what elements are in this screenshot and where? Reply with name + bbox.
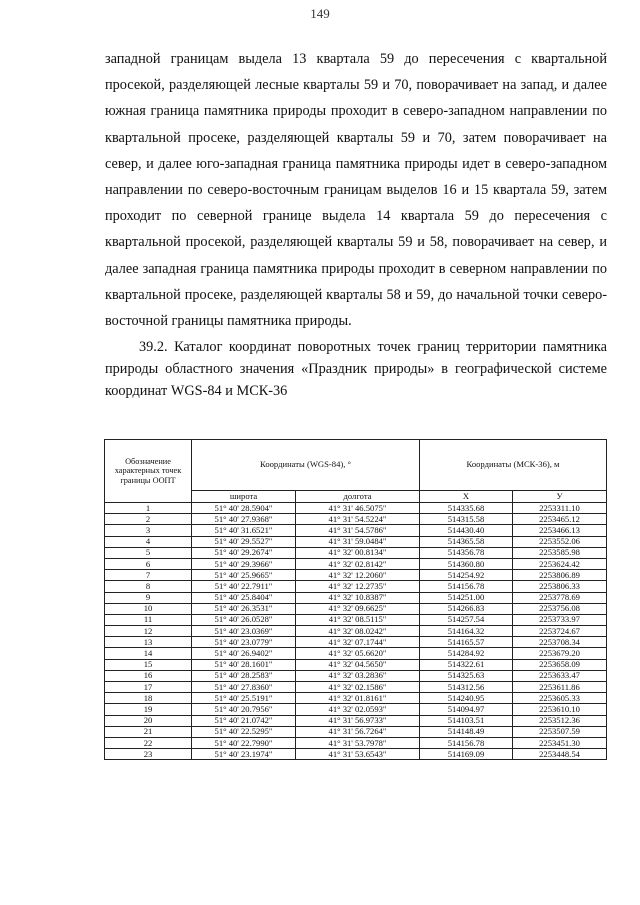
point-number-cell: 22 [105,737,192,748]
y-coordinate-cell: 2253585.98 [513,547,607,558]
latitude-cell: 51° 40' 20.7956" [192,704,296,715]
point-number-cell: 2 [105,514,192,525]
latitude-cell: 51° 40' 29.3966" [192,558,296,569]
y-coordinate-cell: 2253466.13 [513,525,607,536]
table-row [105,514,607,525]
point-number-cell: 18 [105,693,192,704]
table-row [105,659,607,670]
latitude-cell: 51° 40' 31.6521" [192,525,296,536]
coordinates-table-body [105,503,607,760]
table-row [105,614,607,625]
x-coordinate-cell: 514169.09 [420,749,513,760]
point-number-cell: 12 [105,626,192,637]
y-coordinate-cell: 2253611.86 [513,682,607,693]
y-coordinate-cell: 2253605.33 [513,693,607,704]
longitude-cell: 41° 31' 53.7978" [296,737,420,748]
point-number-cell: 3 [105,525,192,536]
latitude-cell: 51° 40' 22.7990" [192,737,296,748]
point-number-cell: 23 [105,749,192,760]
y-coordinate-cell: 2253658.09 [513,659,607,670]
table-row [105,536,607,547]
header-msk36: Координаты (МСК-36), м [420,440,607,491]
point-number-cell: 7 [105,570,192,581]
latitude-cell: 51° 40' 26.0528" [192,614,296,625]
longitude-cell: 41° 32' 07.1744" [296,637,420,648]
point-number-cell: 1 [105,503,192,514]
subheader-longitude: долгота [296,491,420,503]
longitude-cell: 41° 32' 02.1586" [296,682,420,693]
x-coordinate-cell: 514254.92 [420,570,513,581]
x-coordinate-cell: 514251.00 [420,592,513,603]
table-row [105,648,607,659]
longitude-cell: 41° 31' 54.5224" [296,514,420,525]
table-row [105,637,607,648]
longitude-cell: 41° 32' 04.5650" [296,659,420,670]
longitude-cell: 41° 32' 00.8134" [296,547,420,558]
table-row [105,715,607,726]
table-row [105,592,607,603]
point-number-cell: 20 [105,715,192,726]
point-number-cell: 4 [105,536,192,547]
x-coordinate-cell: 514156.78 [420,737,513,748]
y-coordinate-cell: 2253778.69 [513,592,607,603]
y-coordinate-cell: 2253806.89 [513,570,607,581]
y-coordinate-cell: 2253733.97 [513,614,607,625]
x-coordinate-cell: 514430.40 [420,525,513,536]
table-row [105,693,607,704]
point-number-cell: 16 [105,670,192,681]
table-row [105,726,607,737]
x-coordinate-cell: 514365.58 [420,536,513,547]
x-coordinate-cell: 514148.49 [420,726,513,737]
point-number-cell: 19 [105,704,192,715]
longitude-cell: 41° 31' 46.5075" [296,503,420,514]
latitude-cell: 51° 40' 29.2674" [192,547,296,558]
latitude-cell: 51° 40' 25.9665" [192,570,296,581]
point-number-cell: 8 [105,581,192,592]
longitude-cell: 41° 32' 02.0593" [296,704,420,715]
longitude-cell: 41° 31' 53.6543" [296,749,420,760]
latitude-cell: 51° 40' 21.0742" [192,715,296,726]
longitude-cell: 41° 31' 56.9733" [296,715,420,726]
latitude-cell: 51° 40' 26.3531" [192,603,296,614]
x-coordinate-cell: 514266.83 [420,603,513,614]
y-coordinate-cell: 2253507.59 [513,726,607,737]
latitude-cell: 51° 40' 23.1974" [192,749,296,760]
longitude-cell: 41° 32' 02.8142" [296,558,420,569]
latitude-cell: 51° 40' 26.9402" [192,648,296,659]
y-coordinate-cell: 2253806.33 [513,581,607,592]
y-coordinate-cell: 2253465.12 [513,514,607,525]
y-coordinate-cell: 2253679.20 [513,648,607,659]
longitude-cell: 41° 32' 12.2060" [296,570,420,581]
x-coordinate-cell: 514165.57 [420,637,513,648]
point-number-cell: 5 [105,547,192,558]
table-row [105,525,607,536]
latitude-cell: 51° 40' 23.0369" [192,626,296,637]
x-coordinate-cell: 514360.80 [420,558,513,569]
coordinates-table [104,439,607,760]
longitude-cell: 41° 31' 59.0484" [296,536,420,547]
longitude-cell: 41° 32' 05.6620" [296,648,420,659]
x-coordinate-cell: 514103.51 [420,715,513,726]
x-coordinate-cell: 514257.54 [420,614,513,625]
table-row [105,749,607,760]
longitude-cell: 41° 32' 08.0242" [296,626,420,637]
table-row [105,670,607,681]
boundary-description-paragraph: западной границам выдела 13 квартала 59 до пересечения с квартальной просекой, разделяющей лесные кварталы 59 и 70, поворачивает на запад, и далее южная граница памятника природы проходит в северо-западном направлении по квартальной просеке, разделяющей кварталы 59 и 70, затем поворачивает на север, и далее юго-западная граница памятника природы идет в северо-западном направлении по северо-восточным границам выделов 16 и 15 квартала 59, затем проходит по северной границе выдела 14 квартала 59 до пересечения с квартальной просекой, разделяющей кварталы 59 и 58, поворачивает на север, и далее западная граница памятника природы проходит в северном направлении по квартальной просеке, разделяющей кварталы 58 и 59, до начальной точки северо-восточной границы памятника природы. [105,51,607,330]
table-row [105,503,607,514]
latitude-cell: 51° 40' 22.7911" [192,581,296,592]
subheader-y: У [513,491,607,503]
point-number-cell: 11 [105,614,192,625]
subheader-latitude: широта [192,491,296,503]
y-coordinate-cell: 2253724.67 [513,626,607,637]
table-row [105,547,607,558]
table-row [105,558,607,569]
coordinates-table-container [104,439,606,760]
longitude-cell: 41° 32' 08.5115" [296,614,420,625]
y-coordinate-cell: 2253448.54 [513,749,607,760]
catalog-heading-paragraph: 39.2. Каталог координат поворотных точек границ территории памятника природы областного значения «Праздник природы» в географической системе координат WGS-84 и МСК-36 [105,339,607,400]
point-number-cell: 21 [105,726,192,737]
latitude-cell: 51° 40' 29.5527" [192,536,296,547]
y-coordinate-cell: 2253756.08 [513,603,607,614]
x-coordinate-cell: 514164.32 [420,626,513,637]
x-coordinate-cell: 514315.58 [420,514,513,525]
x-coordinate-cell: 514325.63 [420,670,513,681]
table-row [105,704,607,715]
x-coordinate-cell: 514335.68 [420,503,513,514]
page-number: 149 [310,6,330,21]
latitude-cell: 51° 40' 28.5904" [192,503,296,514]
longitude-cell: 41° 31' 54.5786" [296,525,420,536]
x-coordinate-cell: 514240.95 [420,693,513,704]
latitude-cell: 51° 40' 25.5191" [192,693,296,704]
table-row [105,737,607,748]
table-row [105,626,607,637]
y-coordinate-cell: 2253610.10 [513,704,607,715]
x-coordinate-cell: 514356.78 [420,547,513,558]
table-row [105,570,607,581]
y-coordinate-cell: 2253633.47 [513,670,607,681]
y-coordinate-cell: 2253708.34 [513,637,607,648]
x-coordinate-cell: 514156.78 [420,581,513,592]
x-coordinate-cell: 514322.61 [420,659,513,670]
latitude-cell: 51° 40' 28.2583" [192,670,296,681]
header-point-designation: Обозначение характерных точек границы ООПТ [105,440,192,503]
longitude-cell: 41° 32' 01.8161" [296,693,420,704]
header-wgs84: Координаты (WGS-84), ° [192,440,420,491]
y-coordinate-cell: 2253552.06 [513,536,607,547]
y-coordinate-cell: 2253311.10 [513,503,607,514]
x-coordinate-cell: 514094.97 [420,704,513,715]
point-number-cell: 13 [105,637,192,648]
longitude-cell: 41° 32' 12.2735" [296,581,420,592]
x-coordinate-cell: 514284.92 [420,648,513,659]
point-number-cell: 10 [105,603,192,614]
longitude-cell: 41° 32' 09.6625" [296,603,420,614]
table-row [105,603,607,614]
point-number-cell: 17 [105,682,192,693]
point-number-cell: 14 [105,648,192,659]
latitude-cell: 51° 40' 27.9368" [192,514,296,525]
document-body [105,46,607,402]
y-coordinate-cell: 2253624.42 [513,558,607,569]
table-row [105,581,607,592]
table-row [105,682,607,693]
y-coordinate-cell: 2253451.30 [513,737,607,748]
point-number-cell: 6 [105,558,192,569]
longitude-cell: 41° 32' 03.2836" [296,670,420,681]
point-number-cell: 15 [105,659,192,670]
subheader-x: X [420,491,513,503]
latitude-cell: 51° 40' 25.8404" [192,592,296,603]
x-coordinate-cell: 514312.56 [420,682,513,693]
latitude-cell: 51° 40' 22.5295" [192,726,296,737]
longitude-cell: 41° 31' 56.7264" [296,726,420,737]
latitude-cell: 51° 40' 28.1601" [192,659,296,670]
y-coordinate-cell: 2253512.36 [513,715,607,726]
point-number-cell: 9 [105,592,192,603]
latitude-cell: 51° 40' 23.0779" [192,637,296,648]
longitude-cell: 41° 32' 10.8387" [296,592,420,603]
latitude-cell: 51° 40' 27.8360" [192,682,296,693]
